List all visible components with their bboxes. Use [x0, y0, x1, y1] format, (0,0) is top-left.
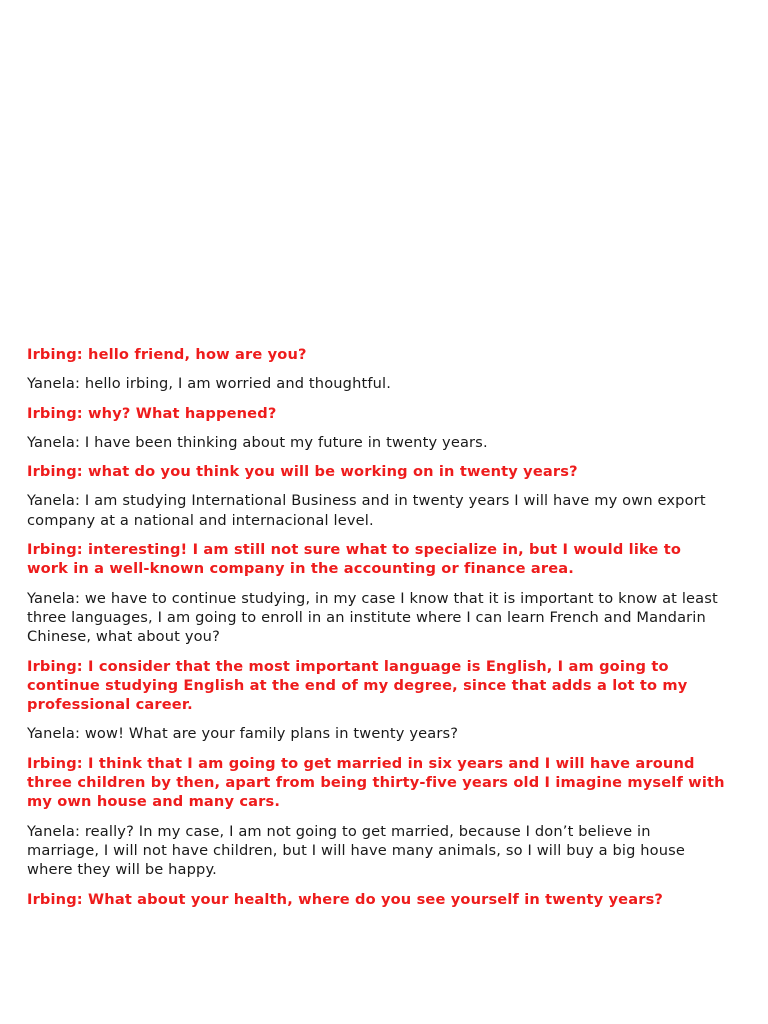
dialogue-line-yanela: Yanela: I have been thinking about my future in twenty years.	[27, 433, 488, 451]
dialogue-line-irbing: Irbing: what do you think you will be working on in twenty years?	[27, 463, 578, 481]
dialogue-line-irbing: Irbing: interesting! I am still not sure what to specialize in, but I would like to work in a well-known company in the accounting or finance area.	[27, 541, 682, 578]
dialogue-line-yanela: Yanela: I am studying International Business and in twenty years I will have my own export company at a national and internacional level.	[27, 492, 706, 529]
dialogue-line-irbing: Irbing: hello friend, how are you?	[27, 346, 307, 363]
dialogue-line-irbing: Irbing: why? What happened?	[27, 404, 277, 422]
dialogue-line-irbing: Irbing: I think that I am going to get married in six years and I will have around three children by then, apart from being thirty-five years old I imagine myself with my own house and many cars.	[27, 754, 725, 811]
dialogue-line-irbing: Irbing: What about your health, where do you see yourself in twenty years?	[27, 890, 664, 908]
dialogue-line-yanela: Yanela: wow! What are your family plans in twenty years?	[27, 725, 459, 743]
dialogue-line-irbing: Irbing: I consider that the most important language is English, I am going to continue studying English at the end of my degree, since that adds a lot to my professional career.	[27, 657, 688, 714]
dialogue-line-yanela: Yanela: hello irbing, I am worried and thoughtful.	[27, 375, 392, 393]
dialogue-body	[27, 345, 727, 919]
dialogue-line-yanela: Yanela: we have to continue studying, in my case I know that it is important to know at least three languages, I am going to enroll in an institute where I can learn French and Mandarin Chinese, what about you?	[27, 589, 718, 646]
dialogue-line-yanela: Yanela: really? In my case, I am not going to get married, because I don’t believe in marriage, I will not have children, but I will have many animals, so I will buy a big house where they will be happy.	[27, 822, 686, 879]
